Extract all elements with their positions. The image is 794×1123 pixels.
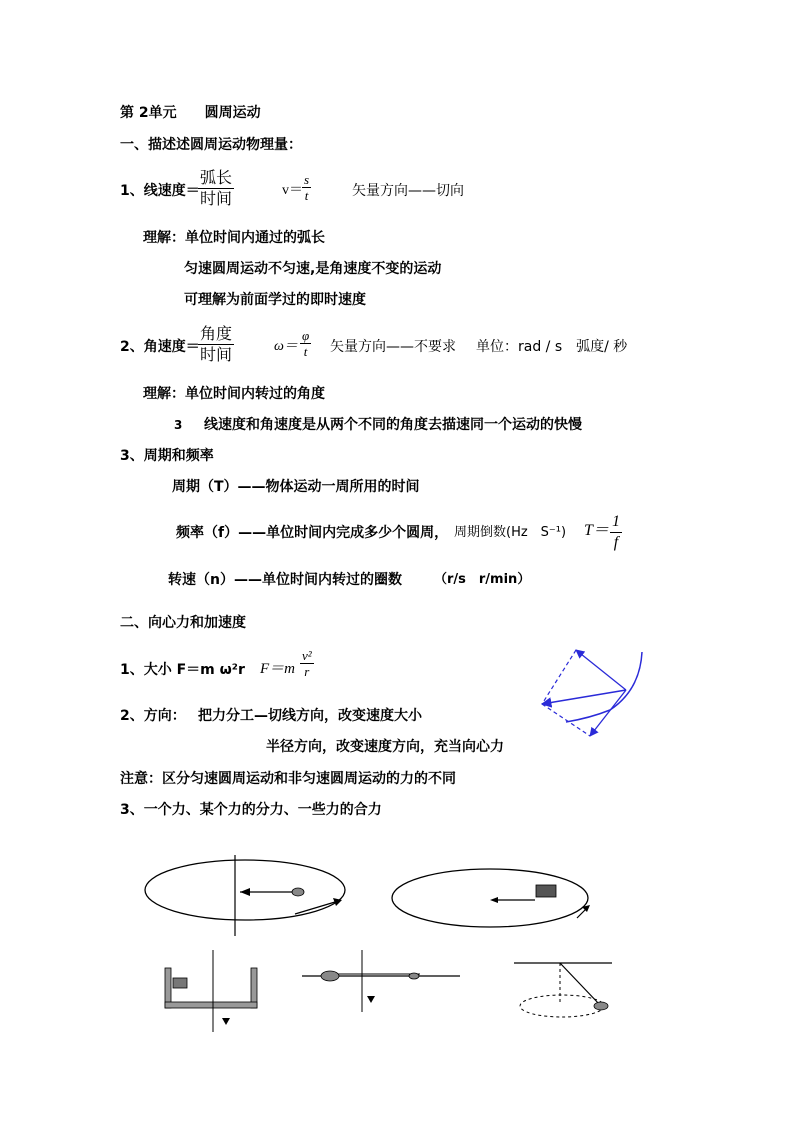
pendulum-bob (594, 1002, 608, 1010)
one-over-f-fraction (610, 512, 622, 553)
period-formula-lhs: T＝ (584, 522, 609, 539)
linear-velocity-formula-lhs: v＝ (282, 183, 303, 198)
angular-velocity-understanding: 理解：单位时间内转过的角度 (143, 386, 325, 402)
angular-velocity-label: 2、角速度＝ (120, 339, 200, 355)
resultant-force-vector (542, 690, 626, 704)
tangential-vector (576, 650, 626, 690)
arc-over-time-fraction (198, 168, 234, 209)
page-title: 第 2单元 圆周运动 (120, 105, 261, 121)
frequency-definition: 频率（f）——单位时间内完成多少个圆周， (176, 525, 449, 541)
pendulum-string (560, 963, 600, 1005)
radial-component: 半径方向，改变速度方向，充当向心力 (266, 739, 504, 755)
s-over-t-fraction (302, 172, 311, 203)
rotation-direction-arrow (295, 902, 335, 914)
velocity-relation-note: 线速度和角速度是从两个不同的角度去描速同一个运动的快慢 (204, 417, 582, 433)
fraction-numerator: s (304, 172, 310, 187)
arrow-icon (490, 897, 498, 903)
arrow-icon (222, 1018, 230, 1025)
linear-velocity-understanding: 理解：单位时间内通过的弧长 (143, 230, 325, 246)
fraction-denominator: r (304, 664, 310, 679)
v2-over-r-fraction (300, 648, 314, 679)
force-direction-label: 2、方向： (120, 708, 186, 724)
radial-vector (590, 690, 626, 736)
circular-path (520, 995, 604, 1017)
fraction-numerator: 1 (610, 512, 622, 533)
cylinder-bottom (165, 1002, 257, 1008)
fraction-numerator: 角度 (200, 324, 233, 343)
bead (321, 971, 339, 981)
rotation-speed-definition: 转速（n）——单位时间内转过的圈数 (168, 572, 402, 588)
block (536, 885, 556, 897)
period-definition: 周期（T）——物体运动一周所用的时间 (172, 479, 420, 495)
fraction-denominator: 时间 (200, 345, 233, 364)
fraction-numerator: φ (302, 328, 310, 343)
force-vector-diagram (530, 640, 650, 740)
angle-over-time-fraction (198, 324, 234, 365)
bead (409, 973, 419, 979)
angular-velocity-unit: 单位：rad / s 弧度/ 秒 (476, 339, 628, 355)
fraction-numerator: 弧长 (200, 168, 233, 187)
force-sources-item: 3、一个力、某个力的分力、一些力的合力 (120, 802, 382, 818)
rotating-disk-ellipse (392, 869, 588, 927)
force-formula-lhs: F＝m (260, 661, 295, 677)
trajectory-arc (566, 652, 642, 722)
ball (292, 888, 304, 896)
fraction-numerator: v² (302, 648, 312, 663)
dashed-parallelogram-edge (542, 650, 576, 704)
note-number: 3 (174, 418, 183, 432)
linear-velocity-label: 1、线速度＝ (120, 183, 200, 199)
uniform-circular-note: 匀速圆周运动不匀速,是角速度不变的运动 (184, 261, 442, 277)
frequency-unit-note: 周期倒数(Hz S⁻¹) (454, 525, 567, 540)
section2-heading: 二、向心力和加速度 (120, 615, 246, 631)
fraction-denominator: f (613, 534, 619, 551)
arrow-icon (582, 905, 590, 912)
fraction-denominator: 时间 (200, 189, 233, 208)
section1-heading: 一、描述述圆周运动物理量： (120, 137, 302, 153)
force-magnitude-label: 1、大小 F＝m ω²r (120, 662, 245, 678)
linear-velocity-direction: 矢量方向——切向 (352, 183, 464, 199)
fraction-denominator: t (303, 344, 308, 359)
rotation-speed-unit: （r/s r/min） (434, 572, 531, 587)
phi-over-t-fraction (300, 328, 311, 359)
dashed-parallelogram-edge (542, 704, 590, 736)
block (173, 978, 187, 988)
attention-note: 注意：区分匀速圆周运动和非匀速圆周运动的力的不同 (120, 771, 456, 787)
arrow-icon (240, 888, 250, 896)
force-examples-diagram (130, 850, 630, 1040)
arrow-icon (367, 996, 375, 1003)
instant-velocity-note: 可理解为前面学过的即时速度 (184, 292, 366, 308)
angular-velocity-direction: 矢量方向——不要求 (330, 339, 456, 355)
angular-velocity-formula-lhs: ω＝ (274, 339, 298, 354)
period-frequency-label: 3、周期和频率 (120, 448, 214, 464)
tangential-component: 把力分工—切线方向，改变速度大小 (198, 708, 422, 724)
fraction-denominator: t (304, 188, 309, 203)
